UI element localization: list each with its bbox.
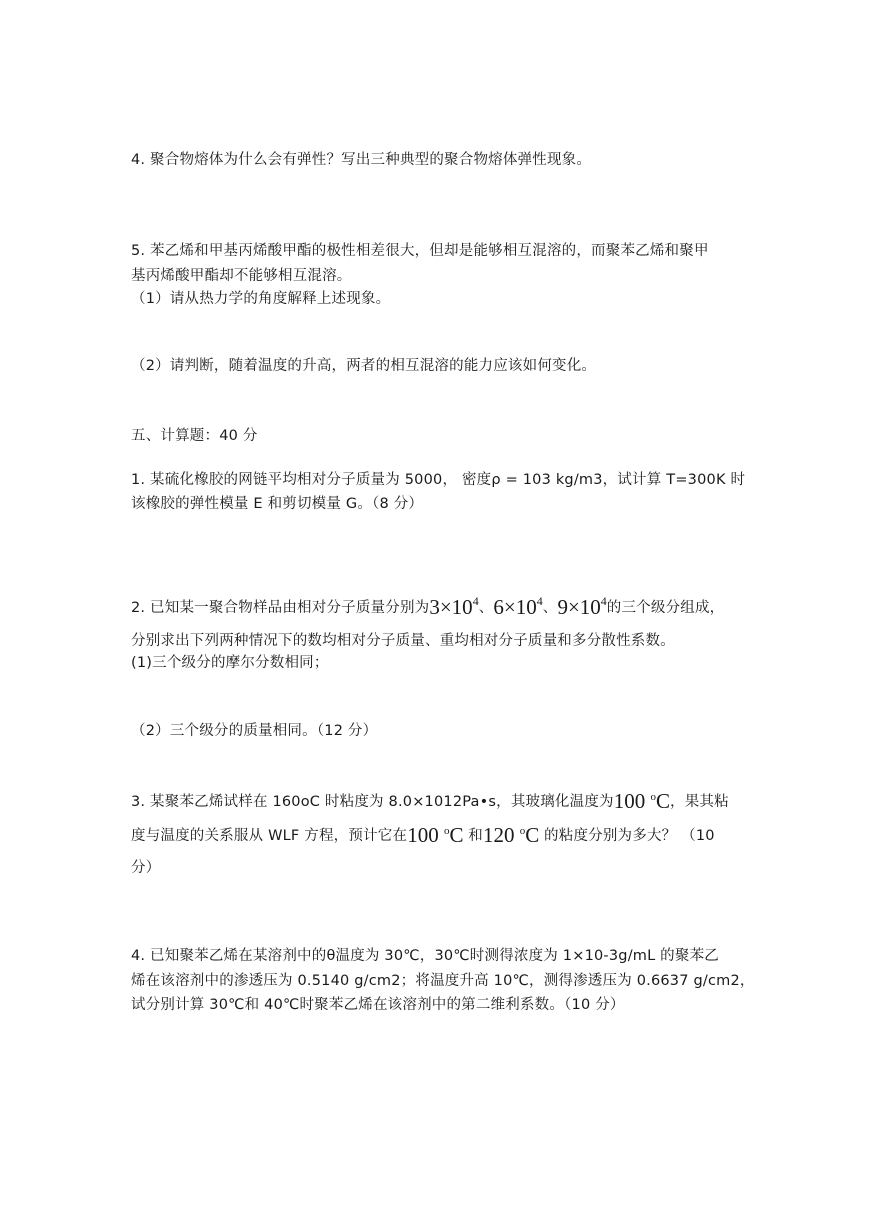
separator: 、	[542, 600, 558, 616]
calc-question-2-part-1: (1)三个级分的摩尔分数相同；	[131, 655, 329, 671]
question-5-part-2: （2）请判断，随着温度的升高，两者的相互混溶的能力应该如何变化。	[131, 358, 597, 374]
calc-question-1-line-2: 该橡胶的弹性模量 E 和剪切模量 G。（8 分）	[131, 496, 424, 512]
calc-question-3-prefix: 3. 某聚苯乙烯试样在 160oC 时粘度为 8.0×1012Pa•s，其玻璃化温度为	[131, 794, 614, 810]
temperature-2: 120 $^o$C	[482, 823, 540, 847]
glass-transition-temperature: 100 $^o$C	[613, 789, 671, 813]
conjunction: 和	[463, 828, 483, 844]
molar-mass-2: $6\times 10^4$	[493, 594, 543, 619]
calc-question-3-suffix: ，果其粘	[670, 794, 729, 810]
molar-mass-1: $3\times 10^4$	[429, 594, 479, 619]
calc-question-3-line-2-prefix: 度与温度的关系服从 WLF 方程，预计它在	[131, 828, 408, 844]
calc-question-3-line-2-suffix: 的粘度分别为多大？ （10	[539, 828, 715, 844]
molar-mass-3: $9\times 10^4$	[557, 594, 607, 619]
calc-question-3-line-2	[131, 825, 741, 846]
temperature-1: 100 $^o$C	[407, 823, 464, 847]
calc-question-2-part-2: （2）三个级分的质量相同。（12 分）	[131, 723, 378, 739]
separator: 、	[478, 600, 494, 616]
question-4-elasticity: 4. 聚合物熔体为什么会有弹性？写出三种典型的聚合物熔体弹性现象。	[131, 152, 592, 168]
calc-question-4-line-1: 4. 已知聚苯乙烯在某溶剂中的θ温度为 30℃，30℃时测得浓度为 1×10-3g/mL 的聚苯乙	[131, 948, 719, 964]
question-5-line-1: 5. 苯乙烯和甲基丙烯酸甲酯的极性相差很大，但却是能够相互混溶的，而聚苯乙烯和聚甲	[131, 243, 709, 259]
calc-question-2-line-1	[131, 594, 741, 619]
calc-question-2-suffix: 的三个级分组成，	[606, 600, 725, 616]
calc-question-3-line-1	[131, 791, 741, 812]
calc-question-3-line-3: 分）	[131, 860, 161, 876]
calc-question-1-line-1: 1. 某硫化橡胶的网链平均相对分子质量为 5000， 密度ρ = 103 kg/m3，试计算 T=300K 时	[131, 472, 746, 488]
calc-question-4-line-2: 烯在该溶剂中的渗透压为 0.5140 g/cm2；将温度升高 10℃，测得渗透压为 0.6637 g/cm2，	[131, 973, 755, 989]
section-5-title: 五、计算题：40 分	[131, 428, 258, 444]
question-5-part-1: （1）请从热力学的角度解释上述现象。	[131, 291, 391, 307]
calc-question-2-prefix: 2. 已知某一聚合物样品由相对分子质量分别为	[131, 600, 430, 616]
question-5-line-2: 基丙烯酸甲酯却不能够相互混溶。	[131, 268, 352, 284]
calc-question-2-line-2: 分别求出下列两种情况下的数均相对分子质量、重均相对分子质量和多分散性系数。	[131, 633, 675, 649]
calc-question-4-line-3: 试分别计算 30℃和 40℃时聚苯乙烯在该溶剂中的第二维利系数。（10 分）	[131, 997, 625, 1013]
